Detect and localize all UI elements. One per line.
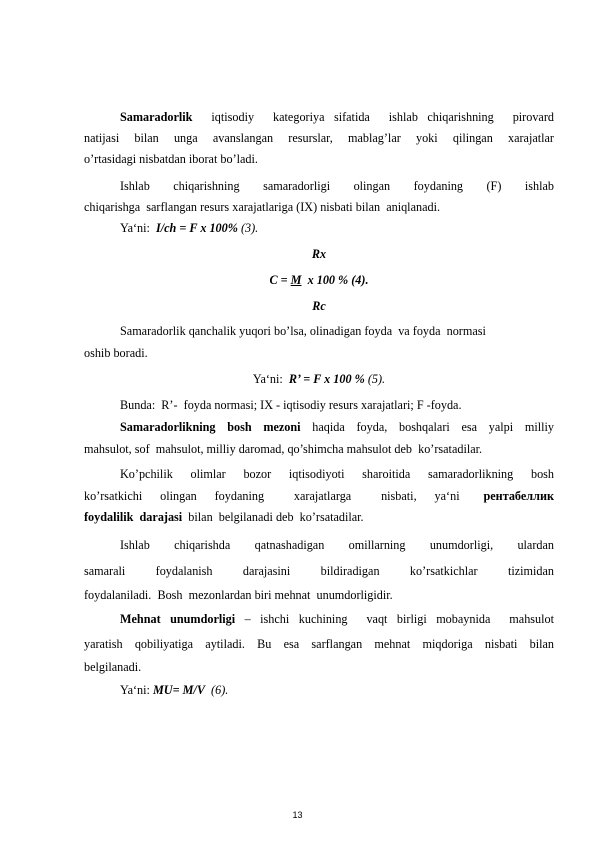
p5-line1: Ko’pchilik olimlar bozor iqtisodiyoti sharoitida samaradorlikning bosh — [120, 467, 554, 481]
p3-line2: oshib boradi. — [84, 346, 148, 360]
term-samaradorlik: Samaradorlik — [120, 110, 193, 124]
p5-line2: ko’rsatkichi olingan foydaning xarajatlarga nisbati, ya‘ni рентабеллик — [84, 489, 554, 503]
term-rentabellik: рентабеллик — [483, 489, 554, 503]
p1-line3: o’rtasidagi nisbatdan iborat bo’ladi. — [84, 152, 258, 166]
p6-line1: Ishlab chiqarishda qatnashadigan omillarning unumdorligi, ulardan — [120, 538, 554, 552]
p2-line2: chiqarishga sarflangan resurs xarajatlariga (IX) nisbati bilan aniqlanadi. — [84, 200, 441, 214]
p2-line1: Ishlab chiqarishning samaradorligi olingan foydaning (F) ishlab — [120, 179, 554, 193]
p4-line2: mahsulot, sof mahsulot, milliy daromad, qo’shimcha mahsulot deb ko’rsatadilar. — [84, 442, 483, 456]
formula-4: C = M x 100 % (4). — [269, 273, 369, 287]
formula-3: Ya‘ni: I/ch = F x 100% (3). — [120, 221, 259, 235]
p6-line3: foydalaniladi. Bosh mezonlardan biri mehnat unumdorligidir. — [84, 588, 393, 602]
term-bosh-mezoni: Samaradorlikning bosh mezoni — [120, 420, 301, 434]
p7-line1: Mehnat unumdorligi – ishchi kuchining vaqt birligi mobaynida mahsulot — [120, 612, 554, 626]
p6-line2: samarali foydalanish darajasini bildiradigan ko’rsatkichlar tizimidan — [84, 564, 554, 578]
formula-5: Ya‘ni: R’ = F x 100 % (5). — [252, 372, 386, 386]
formula-4-denominator: Rc — [312, 299, 326, 313]
bunda-line: Bunda: R’- foyda normasi; IX - iqtisodiy resurs xarajatlari; F -foyda. — [120, 398, 462, 412]
term-mehnat-unumdorligi: Mehnat unumdorligi — [120, 612, 236, 626]
term-foydalilik-darajasi: foydalilik darajasi — [84, 510, 183, 524]
p3-line1: Samaradorlik qanchalik yuqori bo’lsa, olinadigan foyda va foyda normasi — [120, 324, 486, 338]
formula-6: Ya‘ni: MU= M/V (6). — [120, 683, 229, 697]
page-number: 13 — [292, 810, 303, 820]
p4-line1: Samaradorlikning bosh mezoni haqida foyda, boshqalari esa yalpi milliy — [120, 420, 554, 434]
p1-line2: natijasi bilan unga avanslangan resurslar, mablag’lar yoki qilingan xarajatlar — [84, 131, 554, 145]
p7-line3: belgilanadi. — [84, 660, 142, 674]
formula-4-numerator: Rx — [311, 247, 327, 261]
p5-line3: foydalilik darajasi bilan belgilanadi deb ko’rsatadilar. — [84, 510, 364, 524]
p7-line2: yaratish qobiliyatiga aytiladi. Bu esa sarflangan mehnat miqdoriga nisbati bilan — [84, 637, 554, 651]
p1-line1: Samaradorlik iqtisodiy kategoriya sifatida ishlab chiqarishning pirovard — [120, 110, 554, 124]
